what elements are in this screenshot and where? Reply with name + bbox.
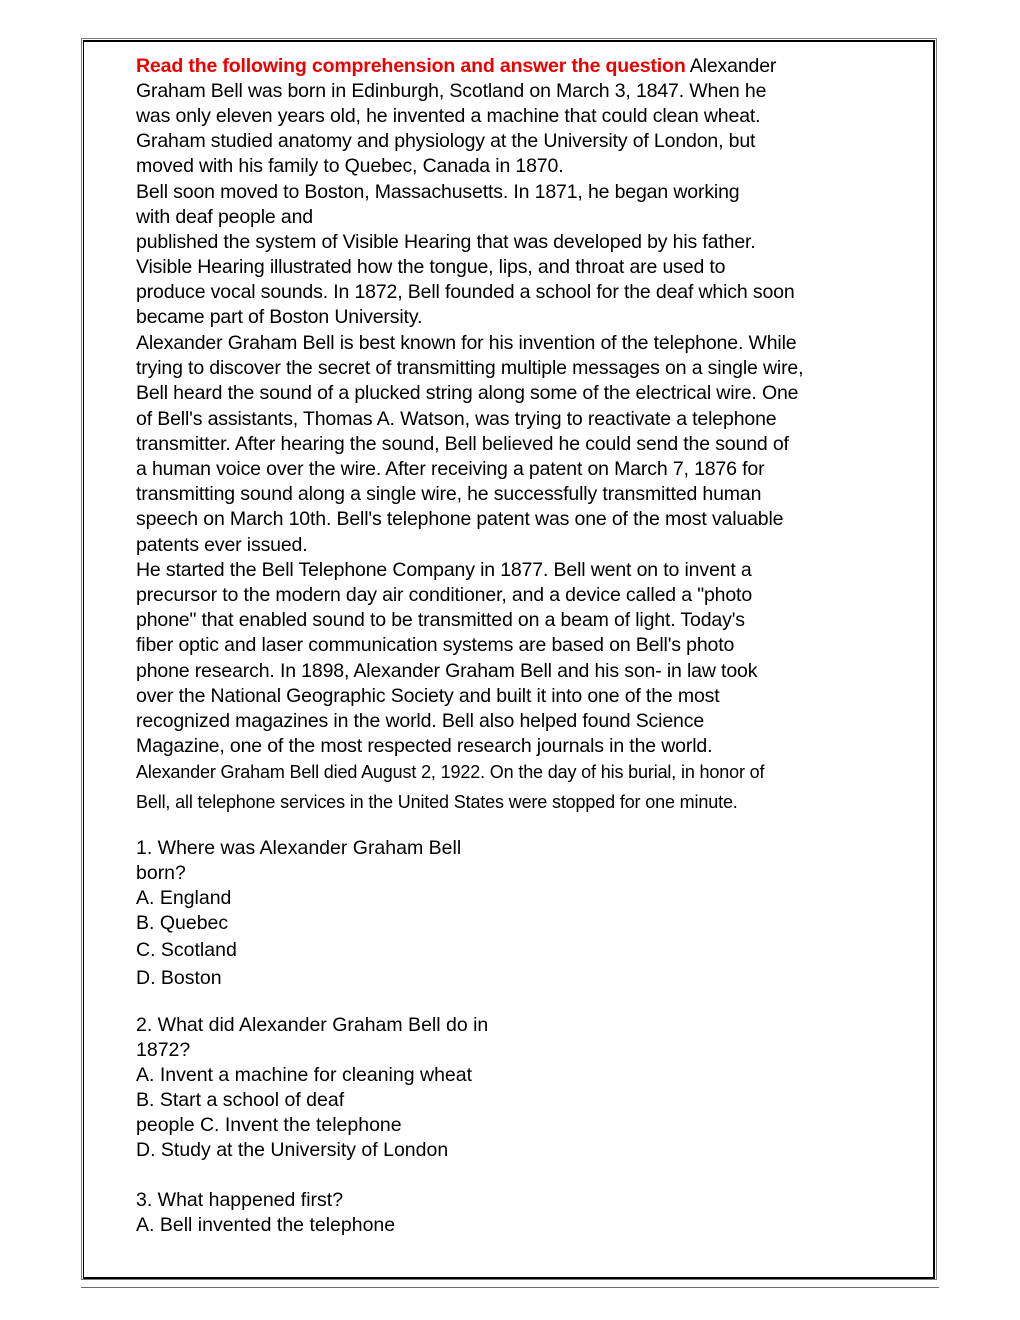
passage-line: precursor to the modern day air conditioner, and a device called a "photo [136,584,753,606]
instruction-heading: Read the following comprehension and answer the question [136,55,686,77]
passage-line: fiber optic and laser communication systems are based on Bell's photo [136,634,735,656]
page-bottom-rule [81,1287,939,1288]
answer-option: B. Start a school of deaf [136,1089,345,1111]
answer-option: people C. Invent the telephone [136,1114,402,1136]
passage-line: became part of Boston University. [136,306,423,328]
passage-line: phone" that enabled sound to be transmitted on a beam of light. Today's [136,609,745,631]
passage-line: Bell, all telephone services in the United States were stopped for one minute. [136,792,738,812]
question-text: 1. Where was Alexander Graham Bell [136,837,462,859]
question-text: 2. What did Alexander Graham Bell do in [136,1014,489,1036]
passage-line: Graham studied anatomy and physiology at the University of London, but [136,130,756,152]
passage-line: Bell heard the sound of a plucked string along some of the electrical wire. One [136,382,799,404]
answer-option: A. Bell invented the telephone [136,1214,396,1236]
passage-line: Visible Hearing illustrated how the tongue, lips, and throat are used to [136,256,726,278]
answer-option: D. Boston [136,967,222,989]
passage-line: phone research. In 1898, Alexander Graham Bell and his son- in law took [136,660,758,682]
passage-line: recognized magazines in the world. Bell also helped found Science [136,710,705,732]
passage-line: Bell soon moved to Boston, Massachusetts. In 1871, he began working [136,181,740,203]
passage-line: transmitting sound along a single wire, he successfully transmitted human [136,483,762,505]
passage-line: Magazine, one of the most respected research journals in the world. [136,735,713,757]
answer-option: B. Quebec [136,912,229,934]
answer-option: A. Invent a machine for cleaning wheat [136,1064,473,1086]
passage-line: with deaf people and [136,206,313,228]
passage-line: over the National Geographic Society and built it into one of the most [136,685,720,707]
passage-line: of Bell's assistants, Thomas A. Watson, was trying to reactivate a telephone [136,408,777,430]
passage-line: Alexander Graham Bell died August 2, 1922. On the day of his burial, in honor of [136,762,765,782]
passage-text: Alexander [689,55,777,77]
question-text: 3. What happened first? [136,1189,344,1211]
passage-line: was only eleven years old, he invented a machine that could clean wheat. [136,105,761,127]
passage-line: produce vocal sounds. In 1872, Bell founded a school for the deaf which soon [136,281,795,303]
passage-line: speech on March 10th. Bell's telephone patent was one of the most valuable [136,508,784,530]
passage-line: transmitter. After hearing the sound, Bell believed he could send the sound of [136,433,789,455]
question-text: 1872? [136,1039,191,1061]
passage-line: patents ever issued. [136,534,308,556]
question-text: born? [136,862,186,884]
answer-option: A. England [136,887,232,909]
answer-option: C. Scotland [136,939,237,961]
passage-line: a human voice over the wire. After receiving a patent on March 7, 1876 for [136,458,765,480]
passage-line: He started the Bell Telephone Company in 1877. Bell went on to invent a [136,559,752,581]
passage-line: published the system of Visible Hearing that was developed by his father. [136,231,756,253]
answer-option: D. Study at the University of London [136,1139,449,1161]
passage-line: moved with his family to Quebec, Canada in 1870. [136,155,564,177]
passage-line: Graham Bell was born in Edinburgh, Scotland on March 3, 1847. When he [136,80,767,102]
passage-line: Alexander Graham Bell is best known for his invention of the telephone. While [136,332,797,354]
passage-line: trying to discover the secret of transmitting multiple messages on a single wire, [136,357,804,379]
passage-line-first [136,54,776,79]
